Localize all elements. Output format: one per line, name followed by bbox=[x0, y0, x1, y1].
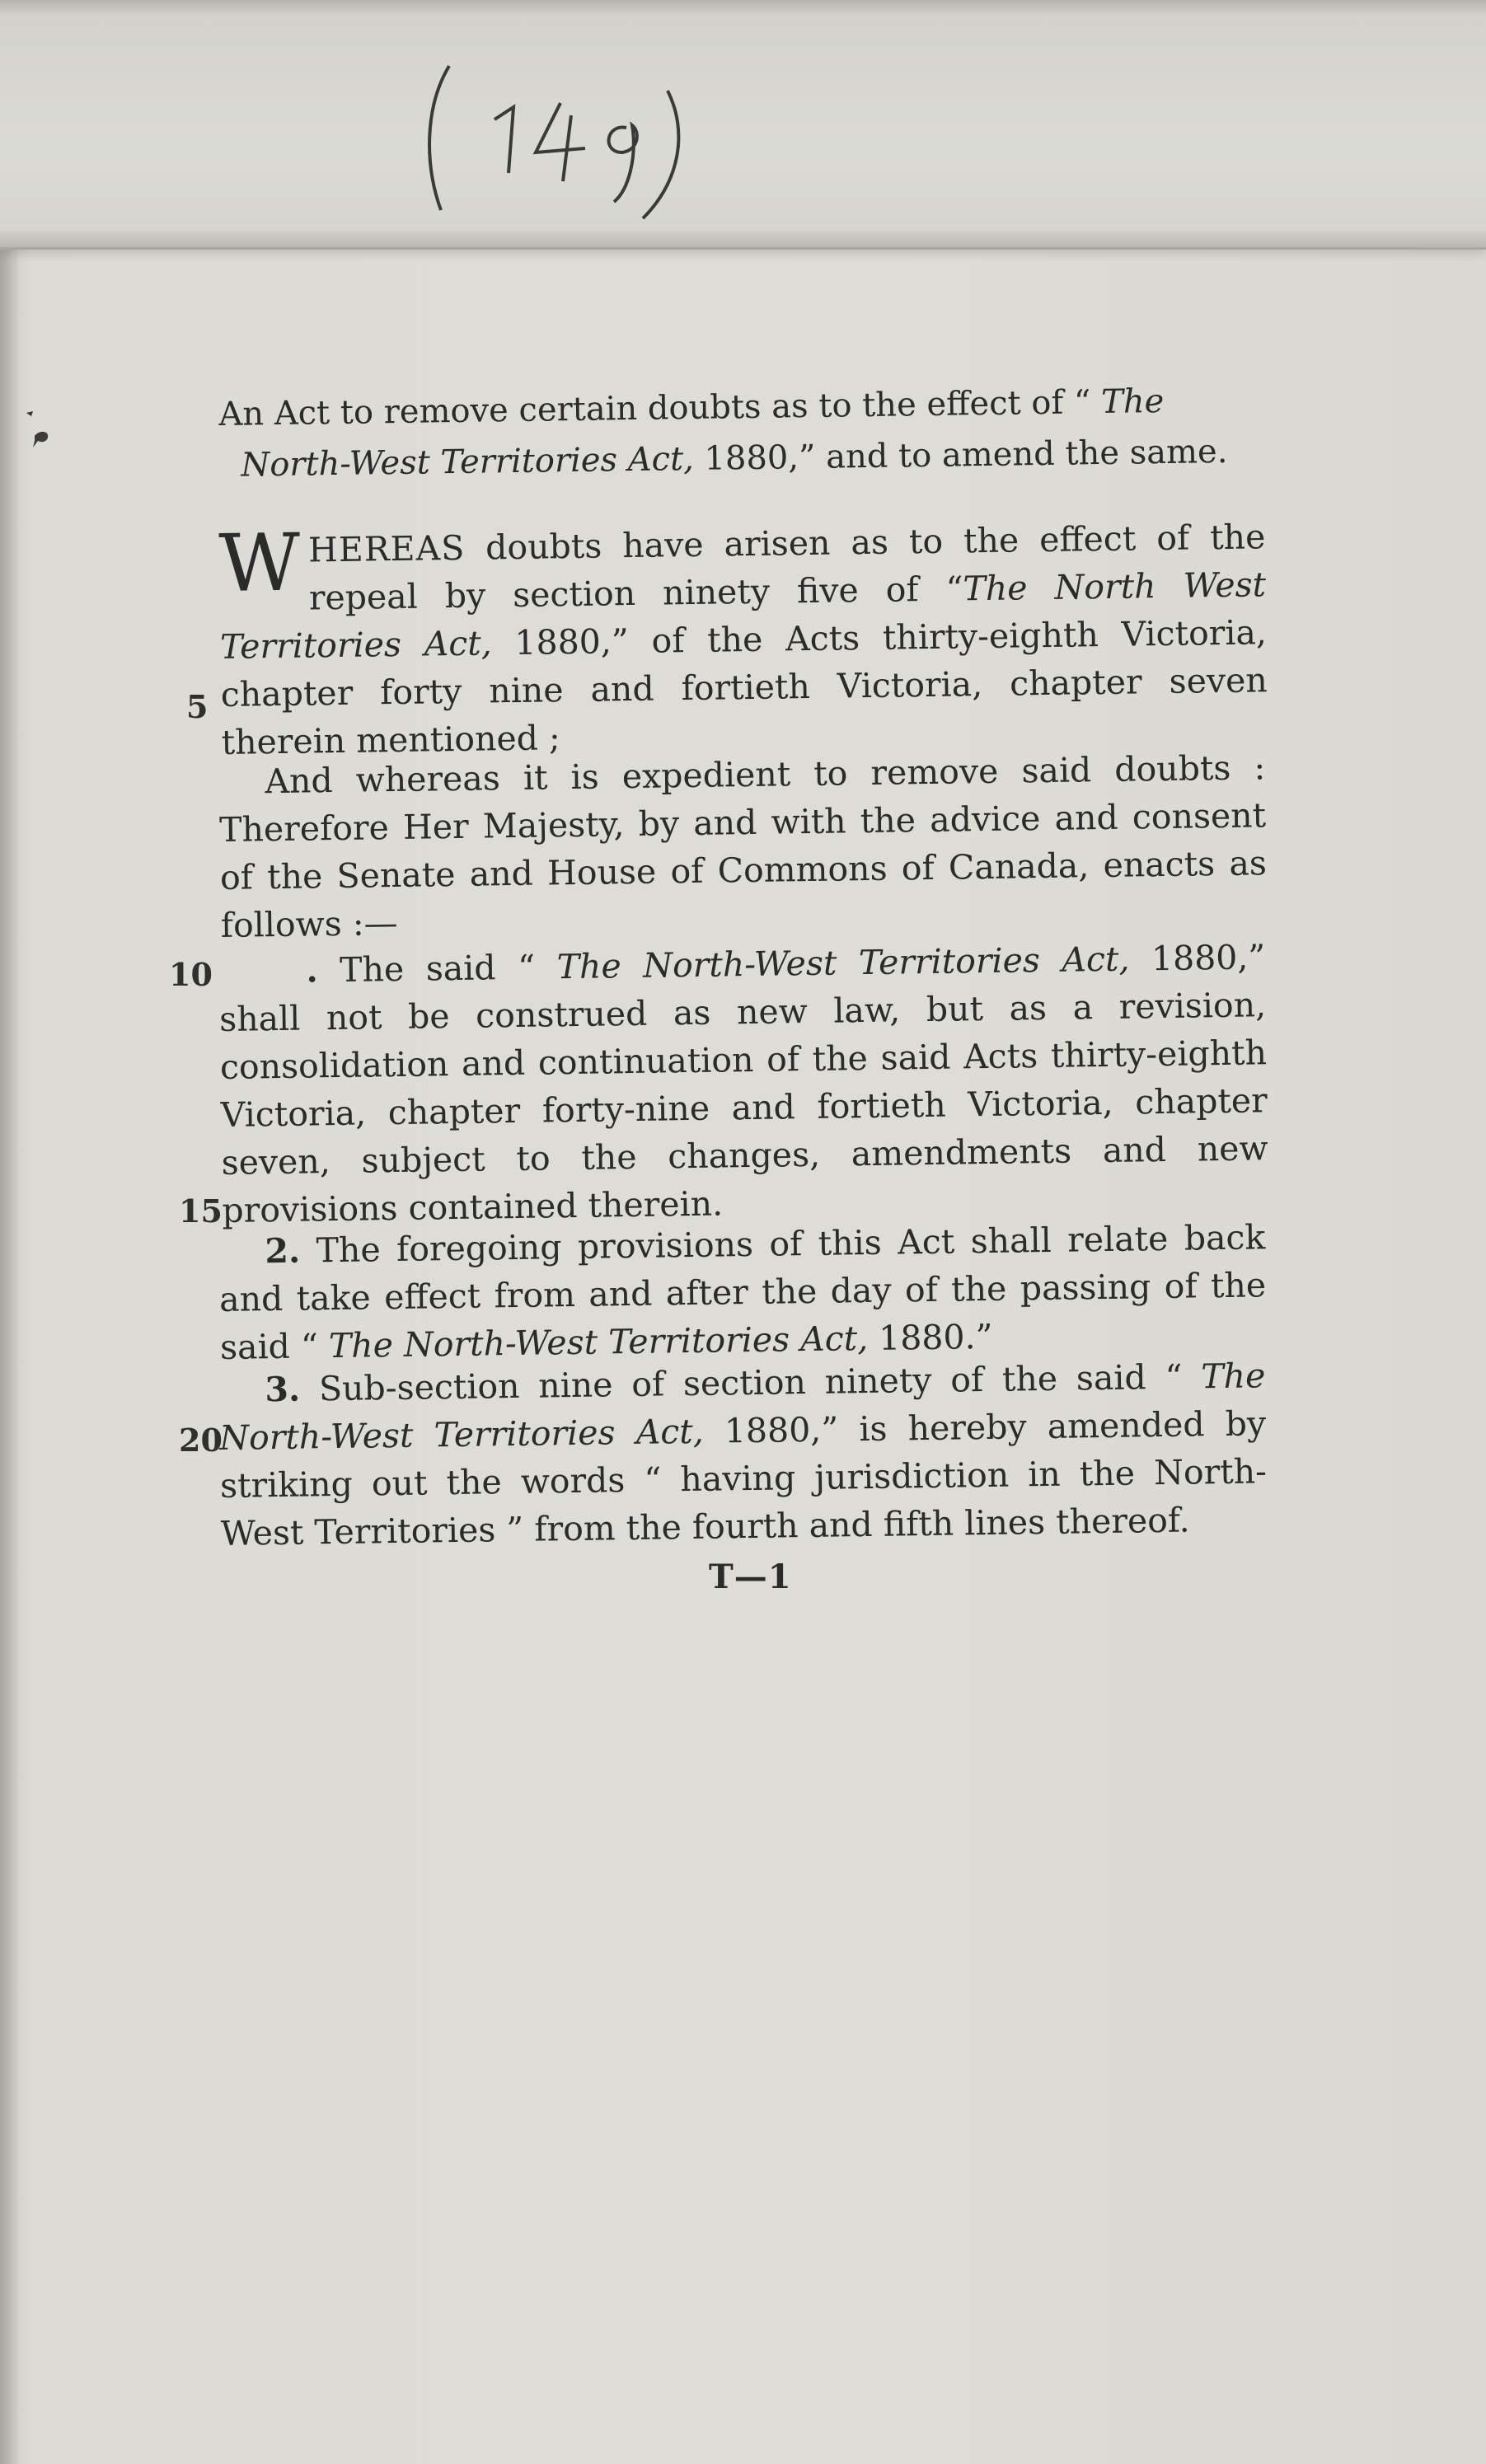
section-1-italic: The North-West Territories Act, bbox=[556, 939, 1130, 987]
whereas-text-1: doubts have arisen as to the effect of the repeal by section ninety five of “ bbox=[308, 517, 1266, 618]
preamble-and-whereas: And whereas it is expedient to remove said doubts : Therefore Her Majesty, by and with the advice and consent of the Senate and House of Commons of Canada, enacts as follows :— bbox=[218, 747, 1268, 945]
section-3 bbox=[218, 1351, 1268, 1558]
section-2-pre: The foregoing provisions of this Act shall relate back and take effect from and after the day of the passing of the said “ bbox=[218, 1217, 1267, 1367]
section-3-number: 3. bbox=[265, 1369, 301, 1410]
section-3-text: 1880,” is hereby amended by striking out the words “ having jurisdiction in the North-West Territories ” from the fourth and fifth lines thereof. bbox=[219, 1403, 1268, 1553]
line-number-5: 5 bbox=[186, 688, 209, 725]
handwritten-note bbox=[416, 58, 696, 223]
section-3-pre: Sub-section nine of section ninety of the said “ bbox=[299, 1356, 1202, 1409]
title-line2 bbox=[219, 425, 1267, 491]
line-number-10: 10 bbox=[169, 956, 213, 993]
section-1 bbox=[218, 933, 1269, 1234]
line-number-15: 15 bbox=[179, 1192, 223, 1230]
title-line1: An Act to remove certain doubts as to the effect of “ bbox=[218, 383, 1102, 433]
section-2-text: 1880.” bbox=[867, 1316, 993, 1359]
preamble-whereas bbox=[218, 513, 1268, 766]
act-title bbox=[218, 374, 1267, 491]
folded-top-flap bbox=[0, 0, 1486, 250]
section-2 bbox=[218, 1213, 1267, 1371]
ink-spot-mark bbox=[23, 408, 54, 457]
dropcap-letter: W bbox=[218, 516, 302, 610]
flap-edge bbox=[0, 0, 1486, 15]
page-left-edge bbox=[0, 0, 18, 2464]
handwritten-149-glyph bbox=[416, 58, 696, 223]
whereas-text-2: 1880,” of the Acts thirty-eighth Victoria, chapter forty nine and fortieth Victoria, chapter seven therein mentioned ; bbox=[220, 612, 1268, 762]
section-2-number: 2. bbox=[265, 1230, 301, 1272]
whereas-first-word: HEREAS bbox=[307, 527, 466, 570]
title-line2-italic: North-West Territories Act, bbox=[240, 439, 695, 485]
section-2-italic: The North-West Territories Act, bbox=[328, 1319, 869, 1366]
section-1-number: . bbox=[306, 950, 319, 991]
title-line1-italic: The bbox=[1100, 382, 1165, 422]
title-line2-text: 1880,” and to amend the same. bbox=[693, 432, 1228, 478]
section-1-text: 1880,” shall not be construed as new law, but as a revision, consolidation and continuation of the said Acts thirty-eighth Victoria, chapter forty-nine and fortieth Victoria, chapter seven, subject to the changes, amendments and new provisions contained therein. bbox=[218, 937, 1268, 1230]
page-signature-mark: T—1 bbox=[709, 1558, 792, 1596]
section-1-pre: The said “ bbox=[317, 947, 557, 991]
line-number-20: 20 bbox=[179, 1422, 223, 1459]
section-3-italic: The North-West Territories Act, bbox=[218, 1356, 1266, 1458]
whereas-italic: The North West Territories Act, bbox=[219, 564, 1267, 667]
